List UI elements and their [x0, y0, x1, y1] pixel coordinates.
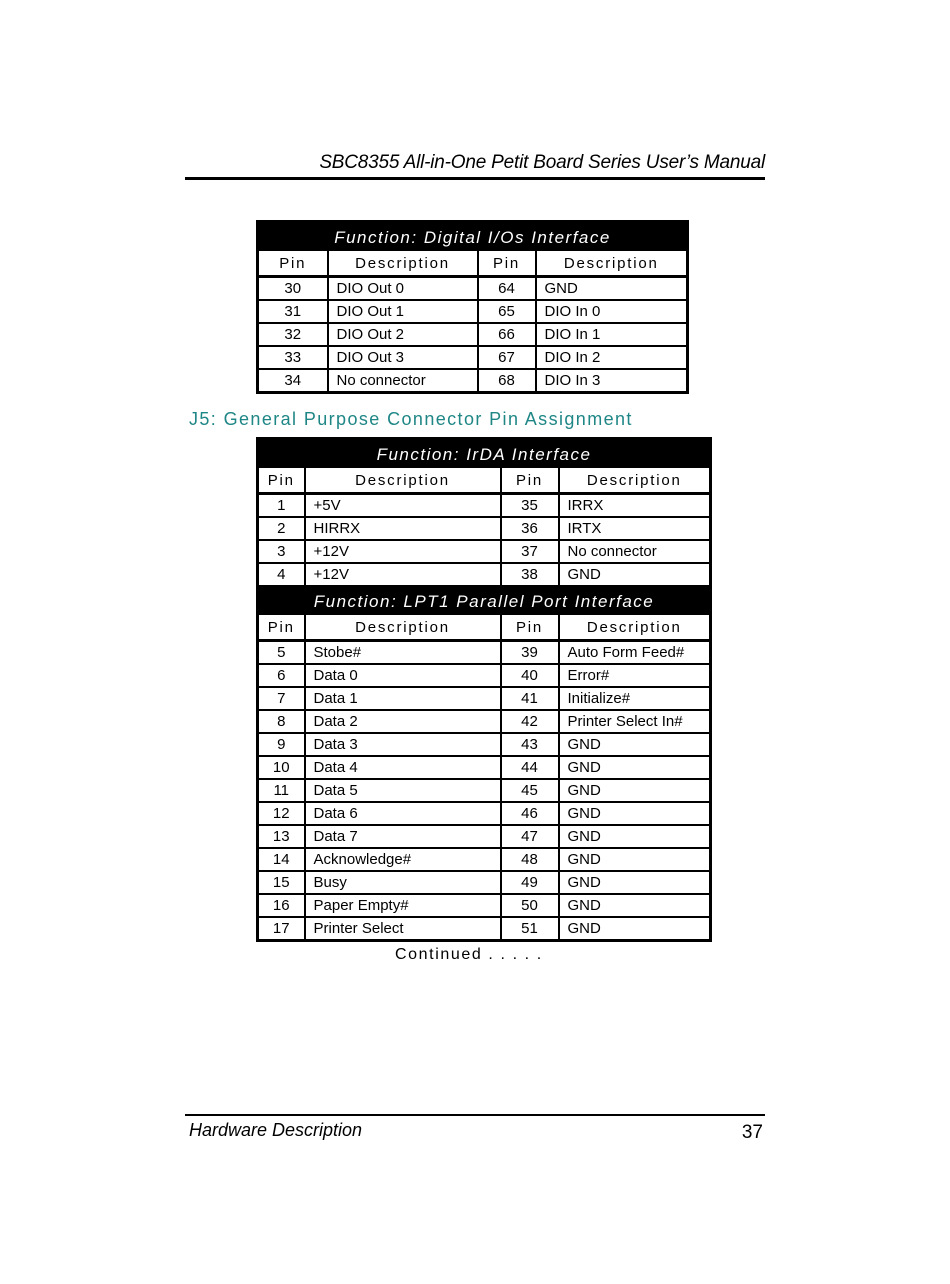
description-cell: +5V — [305, 494, 501, 518]
pin-cell: 10 — [258, 756, 305, 779]
pin-cell: 51 — [501, 917, 559, 941]
pin-cell: 1 — [258, 494, 305, 518]
column-header-pin: Pin — [258, 614, 305, 641]
pin-cell: 11 — [258, 779, 305, 802]
pin-cell: 8 — [258, 710, 305, 733]
description-cell: No connector — [559, 540, 711, 563]
pin-cell: 16 — [258, 894, 305, 917]
pin-cell: 50 — [501, 894, 559, 917]
pin-cell: 30 — [258, 277, 328, 301]
table-row — [258, 300, 688, 323]
table-title-row — [258, 439, 711, 468]
pin-cell: 12 — [258, 802, 305, 825]
description-cell: Error# — [559, 664, 711, 687]
table-title: Function: Digital I/Os Interface — [258, 222, 688, 251]
description-cell: GND — [559, 894, 711, 917]
column-header-pin: Pin — [501, 467, 559, 494]
pin-cell: 49 — [501, 871, 559, 894]
table-row — [258, 917, 711, 941]
pin-cell: 48 — [501, 848, 559, 871]
description-cell: Data 4 — [305, 756, 501, 779]
table-row — [258, 540, 711, 563]
description-cell: Printer Select In# — [559, 710, 711, 733]
column-header-row — [258, 614, 711, 641]
column-header-description: Description — [328, 250, 478, 277]
pin-cell: 41 — [501, 687, 559, 710]
column-header-pin: Pin — [478, 250, 536, 277]
footer-rule — [185, 1114, 765, 1116]
description-cell: Data 3 — [305, 733, 501, 756]
table-title: Function: LPT1 Parallel Port Interface — [258, 586, 711, 614]
description-cell: Data 2 — [305, 710, 501, 733]
description-cell: GND — [559, 733, 711, 756]
table-row — [258, 894, 711, 917]
table-row — [258, 779, 711, 802]
description-cell: DIO Out 3 — [328, 346, 478, 369]
pin-cell: 15 — [258, 871, 305, 894]
pin-cell: 13 — [258, 825, 305, 848]
pin-cell: 64 — [478, 277, 536, 301]
pin-cell: 38 — [501, 563, 559, 586]
description-cell: Data 7 — [305, 825, 501, 848]
table-title-row — [258, 222, 688, 251]
column-header-description: Description — [559, 614, 711, 641]
description-cell: DIO In 0 — [536, 300, 688, 323]
description-cell: Data 1 — [305, 687, 501, 710]
page-number: 37 — [741, 1122, 763, 1143]
description-cell: GND — [559, 848, 711, 871]
pin-cell: 2 — [258, 517, 305, 540]
column-header-row — [258, 250, 688, 277]
pin-cell: 3 — [258, 540, 305, 563]
description-cell: IRRX — [559, 494, 711, 518]
pin-cell: 65 — [478, 300, 536, 323]
table-row — [258, 323, 688, 346]
table-row — [258, 641, 711, 665]
table-title: Function: IrDA Interface — [258, 439, 711, 468]
description-cell: GND — [559, 802, 711, 825]
description-cell: DIO Out 1 — [328, 300, 478, 323]
table-row — [258, 517, 711, 540]
pin-cell: 32 — [258, 323, 328, 346]
table-row — [258, 494, 711, 518]
j5-table — [256, 437, 712, 942]
description-cell: Data 5 — [305, 779, 501, 802]
description-cell: Initialize# — [559, 687, 711, 710]
table-row — [258, 664, 711, 687]
pin-cell: 9 — [258, 733, 305, 756]
footer-section: Hardware Description — [189, 1120, 363, 1140]
description-cell: GND — [559, 825, 711, 848]
description-cell: DIO In 3 — [536, 369, 688, 393]
column-header-description: Description — [305, 467, 501, 494]
pin-cell: 66 — [478, 323, 536, 346]
description-cell: Printer Select — [305, 917, 501, 941]
pin-cell: 34 — [258, 369, 328, 393]
table-row — [258, 733, 711, 756]
running-header: SBC8355 All-in-One Petit Board Series User’s Manual — [319, 152, 765, 173]
description-cell: DIO In 1 — [536, 323, 688, 346]
pin-cell: 35 — [501, 494, 559, 518]
column-header-pin: Pin — [501, 614, 559, 641]
description-cell: GND — [559, 756, 711, 779]
pin-cell: 45 — [501, 779, 559, 802]
description-cell: DIO Out 0 — [328, 277, 478, 301]
description-cell: No connector — [328, 369, 478, 393]
pin-cell: 31 — [258, 300, 328, 323]
pin-cell: 7 — [258, 687, 305, 710]
description-cell: Busy — [305, 871, 501, 894]
pin-cell: 4 — [258, 563, 305, 586]
pin-cell: 40 — [501, 664, 559, 687]
column-header-row — [258, 467, 711, 494]
pin-cell: 39 — [501, 641, 559, 665]
description-cell: IRTX — [559, 517, 711, 540]
description-cell: Paper Empty# — [305, 894, 501, 917]
column-header-description: Description — [559, 467, 711, 494]
description-cell: GND — [536, 277, 688, 301]
description-cell: Data 6 — [305, 802, 501, 825]
section-title: J5: General Purpose Connector Pin Assignment — [189, 409, 633, 429]
description-cell: Auto Form Feed# — [559, 641, 711, 665]
dio-table — [256, 220, 689, 394]
description-cell: Stobe# — [305, 641, 501, 665]
table-row — [258, 756, 711, 779]
description-cell: GND — [559, 563, 711, 586]
description-cell: HIRRX — [305, 517, 501, 540]
table-row — [258, 802, 711, 825]
pin-cell: 43 — [501, 733, 559, 756]
table-row — [258, 848, 711, 871]
table-title-row — [258, 586, 711, 614]
table-row — [258, 563, 711, 586]
table-row — [258, 369, 688, 393]
pin-cell: 46 — [501, 802, 559, 825]
pin-cell: 47 — [501, 825, 559, 848]
description-cell: DIO Out 2 — [328, 323, 478, 346]
pin-cell: 17 — [258, 917, 305, 941]
pin-cell: 44 — [501, 756, 559, 779]
header-rule — [185, 177, 765, 180]
pin-cell: 33 — [258, 346, 328, 369]
table-row — [258, 346, 688, 369]
description-cell: DIO In 2 — [536, 346, 688, 369]
continued-note: Continued . . . . . — [395, 946, 543, 963]
description-cell: GND — [559, 871, 711, 894]
pin-cell: 6 — [258, 664, 305, 687]
pin-cell: 36 — [501, 517, 559, 540]
table-row — [258, 710, 711, 733]
description-cell: +12V — [305, 563, 501, 586]
description-cell: Data 0 — [305, 664, 501, 687]
description-cell: GND — [559, 917, 711, 941]
pin-cell: 42 — [501, 710, 559, 733]
description-cell: +12V — [305, 540, 501, 563]
table-row — [258, 825, 711, 848]
pin-cell: 37 — [501, 540, 559, 563]
description-cell: Acknowledge# — [305, 848, 501, 871]
table-row — [258, 871, 711, 894]
description-cell: GND — [559, 779, 711, 802]
pin-cell: 67 — [478, 346, 536, 369]
column-header-description: Description — [305, 614, 501, 641]
column-header-description: Description — [536, 250, 688, 277]
column-header-pin: Pin — [258, 467, 305, 494]
pin-cell: 68 — [478, 369, 536, 393]
pin-cell: 14 — [258, 848, 305, 871]
table-row — [258, 687, 711, 710]
table-row — [258, 277, 688, 301]
pin-cell: 5 — [258, 641, 305, 665]
column-header-pin: Pin — [258, 250, 328, 277]
